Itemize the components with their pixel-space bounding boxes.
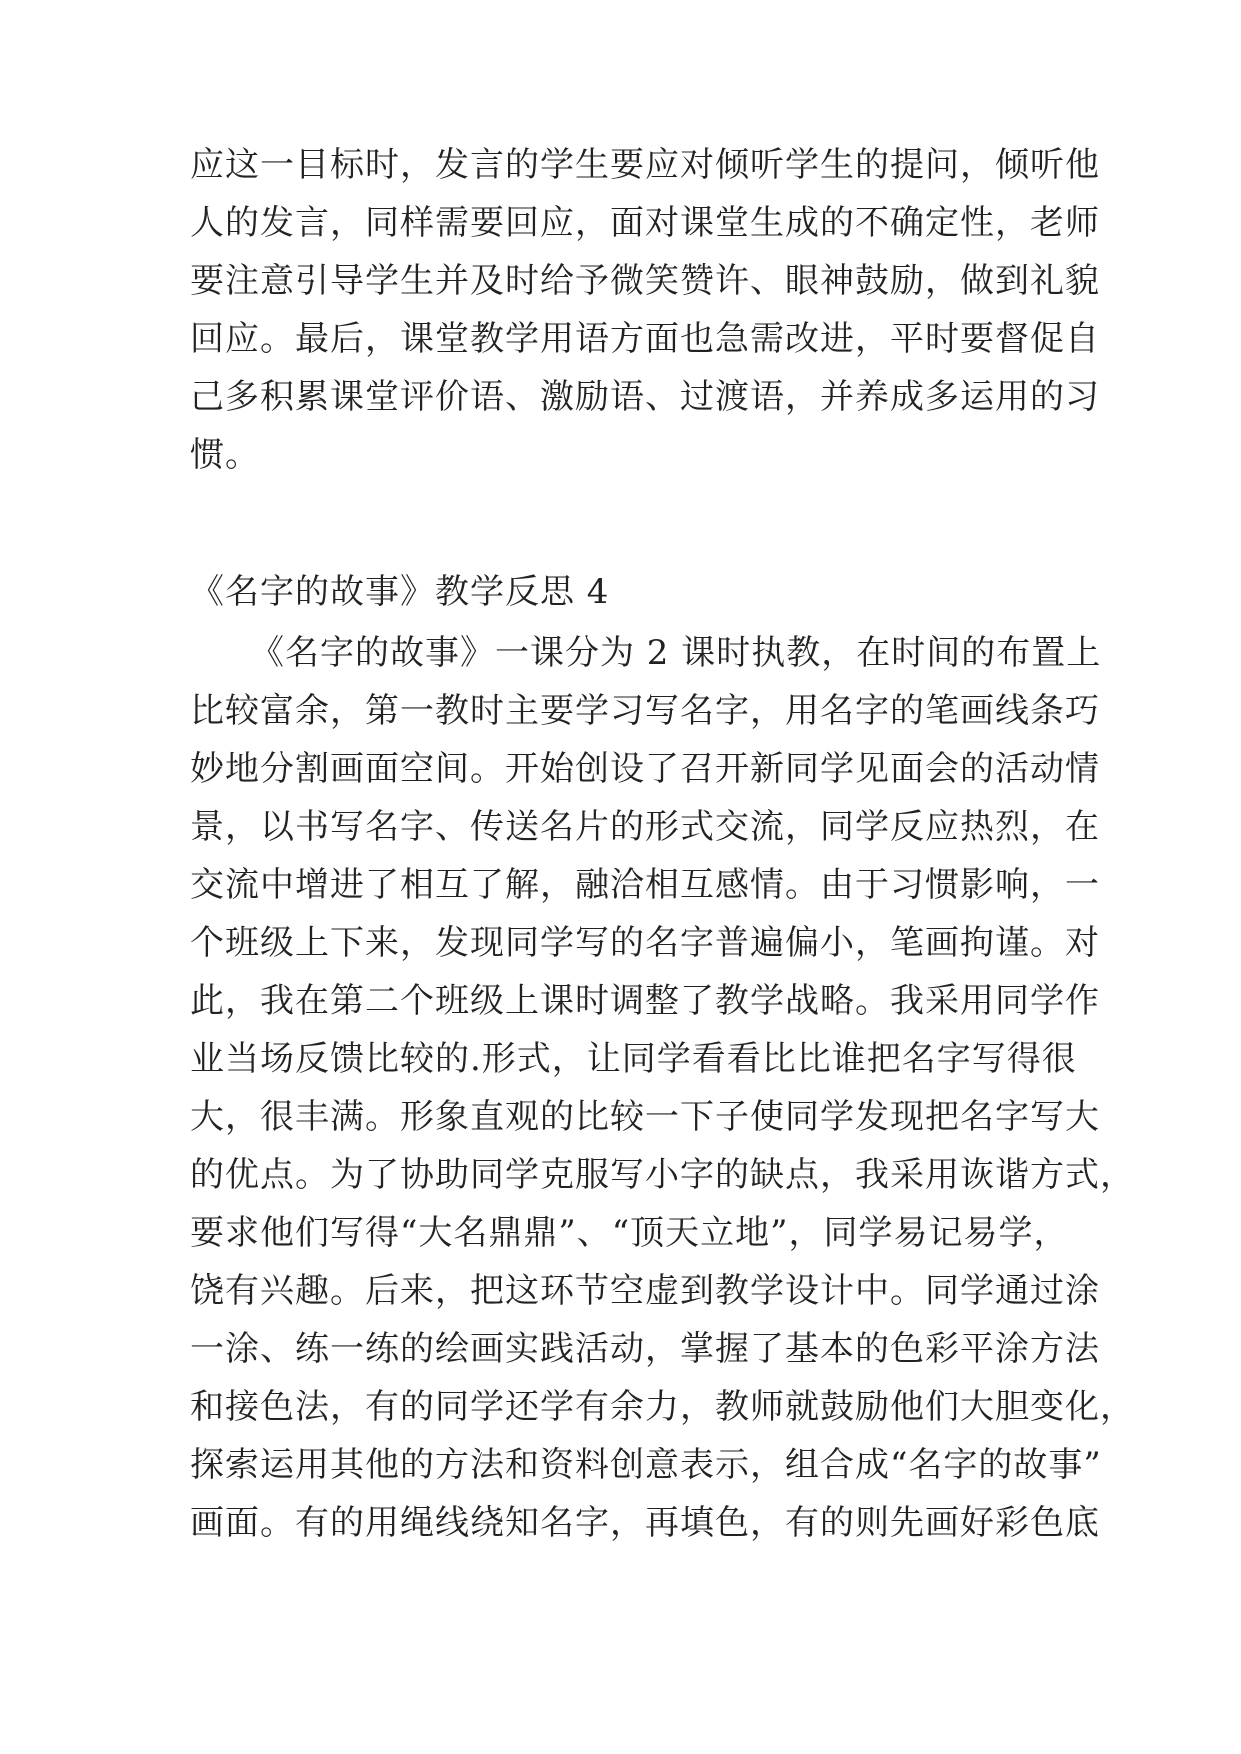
paragraph-line: 要求他们写得“大名鼎鼎”、“顶天立地”，同学易记易学， (190, 1213, 1069, 1253)
paragraph-line: 妙地分割画面空间。开始创设了召开新同学见面会的活动情 (190, 749, 1100, 789)
paragraph-line: 和接色法，有的同学还学有余力，教师就鼓励他们大胆变化， (190, 1387, 1135, 1427)
paragraph-line: 的优点。为了协助同学克服写小字的缺点，我采用诙谐方式， (190, 1155, 1135, 1195)
paragraph-line: 惯。 (190, 435, 260, 475)
paragraph-line: 大，很丰满。形象直观的比较一下子使同学发现把名字写大 (190, 1097, 1100, 1137)
paragraph-line: 己多积累课堂评价语、激励语、过渡语，并养成多运用的习 (190, 377, 1100, 417)
paragraph-line: 人的发言，同样需要回应，面对课堂生成的不确定性，老师 (190, 203, 1100, 243)
paragraph-line: 此，我在第二个班级上课时调整了教学战略。我采用同学作 (190, 981, 1100, 1021)
paragraph-line: 回应。最后，课堂教学用语方面也急需改进，平时要督促自 (190, 319, 1100, 359)
paragraph-line: 业当场反馈比较的.形式，让同学看看比比谁把名字写得很 (190, 1039, 1077, 1079)
paragraph-line: 比较富余，第一教时主要学习写名字，用名字的笔画线条巧 (190, 691, 1100, 731)
section-title: 《名字的故事》教学反思 4 (190, 572, 610, 612)
paragraph-line: 一涂、练一练的绘画实践活动，掌握了基本的色彩平涂方法 (190, 1329, 1100, 1369)
paragraph-line: 交流中增进了相互了解，融洽相互感情。由于习惯影响，一 (190, 865, 1100, 905)
paragraph-line: 要注意引导学生并及时给予微笑赞许、眼神鼓励，做到礼貌 (190, 261, 1100, 301)
paragraph-line: 画面。有的用绳线绕知名字，再填色，有的则先画好彩色底 (190, 1503, 1100, 1543)
paragraph-line-indented: 《名字的故事》一课分为 2 课时执教，在时间的布置上 (250, 633, 1102, 673)
paragraph-line: 饶有兴趣。后来，把这环节空虚到教学设计中。同学通过涂 (190, 1271, 1100, 1311)
paragraph-line: 个班级上下来，发现同学写的名字普遍偏小，笔画拘谨。对 (190, 923, 1100, 963)
paragraph-line: 应这一目标时，发言的学生要应对倾听学生的提问，倾听他 (190, 145, 1100, 185)
paragraph-line: 景，以书写名字、传送名片的形式交流，同学反应热烈，在 (190, 807, 1100, 847)
paragraph-line: 探索运用其他的方法和资料创意表示，组合成“名字的故事” (190, 1445, 1102, 1485)
